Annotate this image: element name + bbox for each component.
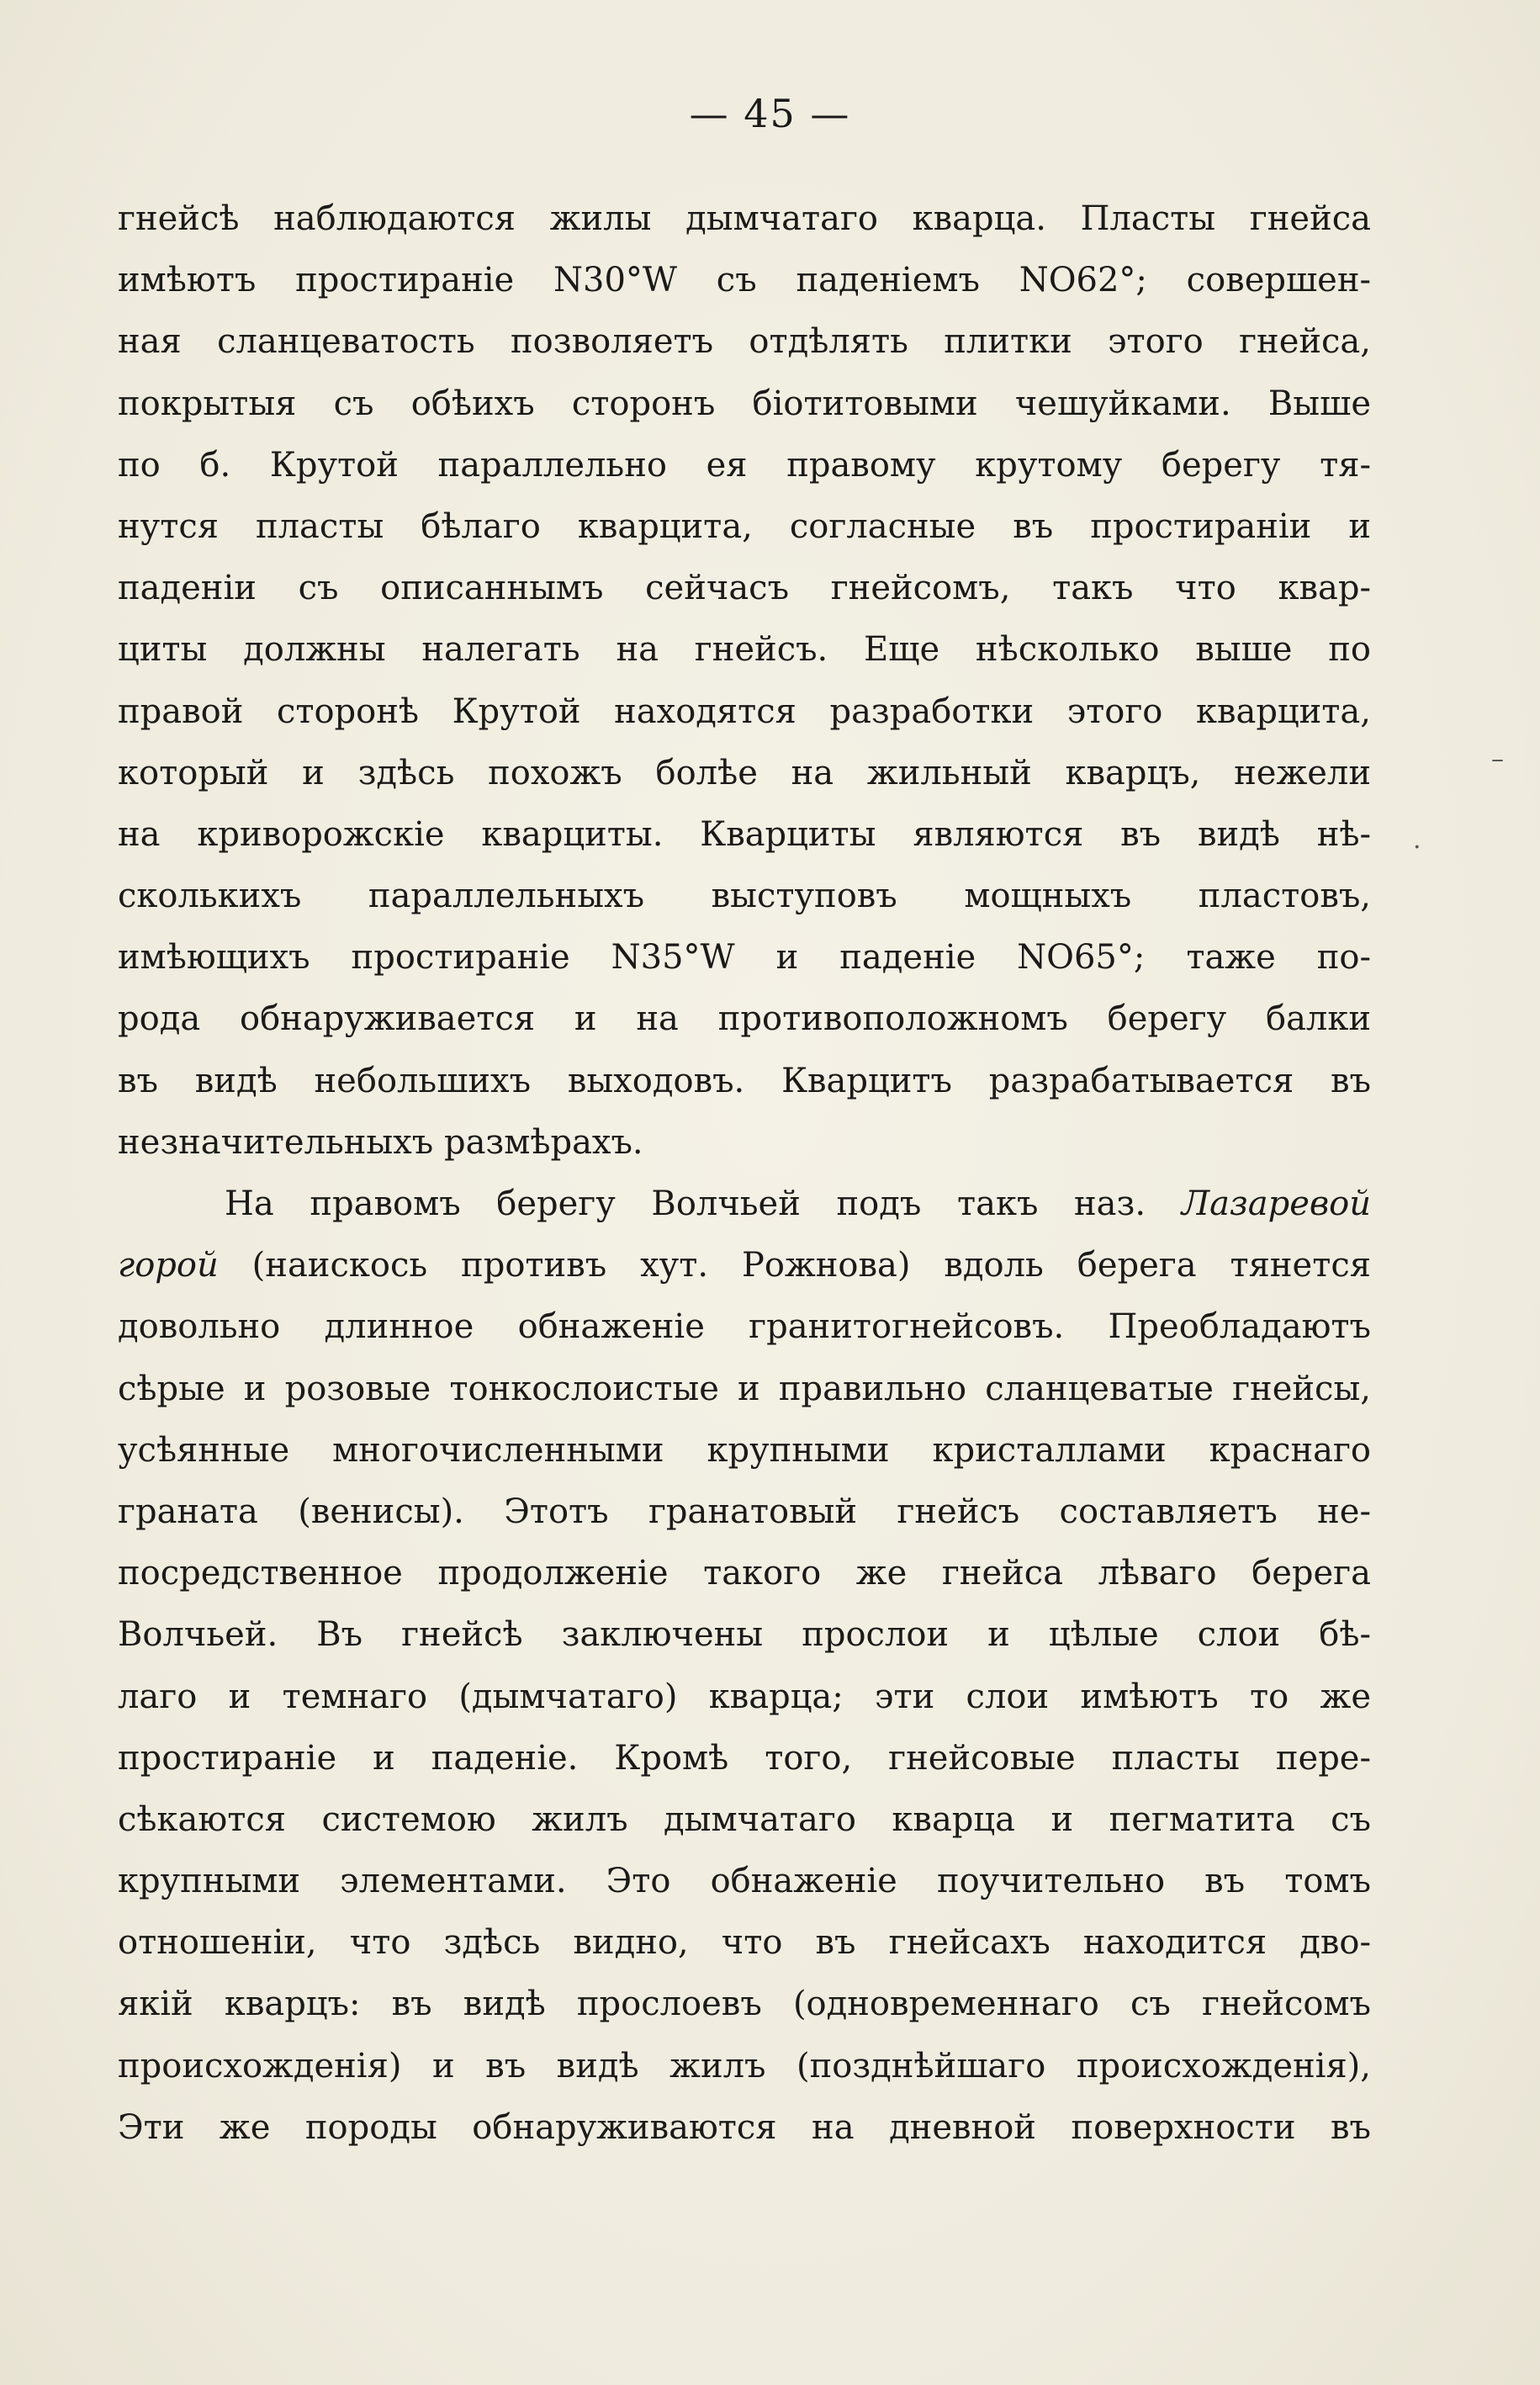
- text-line: Эти же породы обнаруживаются на дневной поверхности въ: [118, 2107, 1371, 2147]
- text-line: незначительныхъ размѣрахъ.: [118, 1122, 643, 1162]
- text-line: покрытыя съ обѣихъ сторонъ бiотитовыми чешуйками. Выше: [118, 384, 1371, 423]
- text-line: по б. Крутой параллельно ея правому крутому берегу тя-: [118, 445, 1371, 485]
- text-line: на криворожскiе кварциты. Кварциты являются въ видѣ нѣ-: [118, 814, 1371, 854]
- text-line: довольно длинное обнаженiе гранитогнейсовъ. Преобладаютъ: [118, 1307, 1371, 1347]
- text-line: имѣютъ простиранiе N30°W съ паденiемъ NO62°; совершен-: [118, 261, 1371, 300]
- margin-mark: –: [1491, 745, 1504, 774]
- text-line: ная сланцеватость позволяетъ отдѣлять плитки этого гнейса,: [118, 322, 1371, 362]
- text-line: гнейсѣ наблюдаются жилы дымчатаго кварца. Пласты гнейса: [118, 199, 1371, 238]
- text-line: рода обнаруживается и на противоположномъ берегу балки: [118, 999, 1371, 1039]
- text-line: нутся пласты бѣлаго кварцита, согласные въ простиранiи и: [118, 506, 1371, 546]
- text-line: лаго и темнаго (дымчатаго) кварца; эти слои имѣютъ то же: [118, 1677, 1371, 1716]
- text-line: простиранiе и паденiе. Кромѣ того, гнейсовые пласты пере-: [118, 1738, 1371, 1778]
- paragraph-1: [118, 188, 1371, 1174]
- text-line: [118, 1235, 1371, 1296]
- text-line: отношенiи, что здѣсь видно, что въ гнейсахъ находится дво-: [118, 1923, 1371, 1963]
- text-line: Волчьей. Въ гнейсѣ заключены прослои и цѣлые слои бѣ-: [118, 1615, 1371, 1655]
- text-line: крупными элементами. Это обнаженiе поучительно въ томъ: [118, 1862, 1371, 1901]
- text-line: въ видѣ небольшихъ выходовъ. Кварцитъ разрабатывается въ: [118, 1061, 1371, 1100]
- margin-mark: ·: [1413, 833, 1421, 862]
- text-line: имѣющихъ простиранiе N35°W и паденiе NO65°; таже по-: [118, 938, 1371, 978]
- text-line: сѣкаются системою жилъ дымчатаго кварца и пегматита съ: [118, 1799, 1371, 1839]
- text-segment: На правомъ берегу Волчьей подъ такъ наз.: [225, 1185, 1182, 1223]
- text-line: граната (венисы). Этотъ гранатовый гнейсъ составляетъ не-: [118, 1492, 1371, 1531]
- body-text: [118, 188, 1371, 2159]
- text-line: который и здѣсь похожъ болѣе на жильный кварцъ, нежели: [118, 753, 1371, 792]
- text-line: сколькихъ параллельныхъ выступовъ мощныхъ пластовъ,: [118, 877, 1371, 916]
- text-segment: (наискось противъ хут. Рожнова) вдоль берега тянется: [218, 1246, 1371, 1285]
- text-line: правой сторонѣ Крутой находятся разработки этого кварцита,: [118, 692, 1371, 731]
- text-line: якiй кварцъ: въ видѣ прослоевъ (одновременнаго съ гнейсомъ: [118, 1985, 1371, 2024]
- place-name-italic: горой: [118, 1246, 219, 1285]
- page-number: — 45 —: [689, 91, 851, 136]
- paragraph-2: [118, 1174, 1371, 2159]
- paragraph-2-lines: [118, 1296, 1371, 2159]
- text-line: [118, 1174, 1371, 1235]
- text-line: посредственное продолженiе такого же гнейса лѣваго берега: [118, 1554, 1371, 1593]
- text-line: усѣянные многочисленными крупными кристаллами краснаго: [118, 1430, 1371, 1470]
- text-line: паденiи съ описаннымъ сейчасъ гнейсомъ, такъ что квар-: [118, 569, 1371, 608]
- text-line: происхожденiя) и въ видѣ жилъ (позднѣйшаго происхожденiя),: [118, 2046, 1371, 2086]
- place-name-italic: Лазаревой: [1181, 1185, 1371, 1223]
- text-line: сѣрые и розовые тонкослоистые и правильно сланцеватые гнейсы,: [118, 1369, 1371, 1408]
- text-line: циты должны налегать на гнейсъ. Еще нѣсколько выше по: [118, 630, 1371, 670]
